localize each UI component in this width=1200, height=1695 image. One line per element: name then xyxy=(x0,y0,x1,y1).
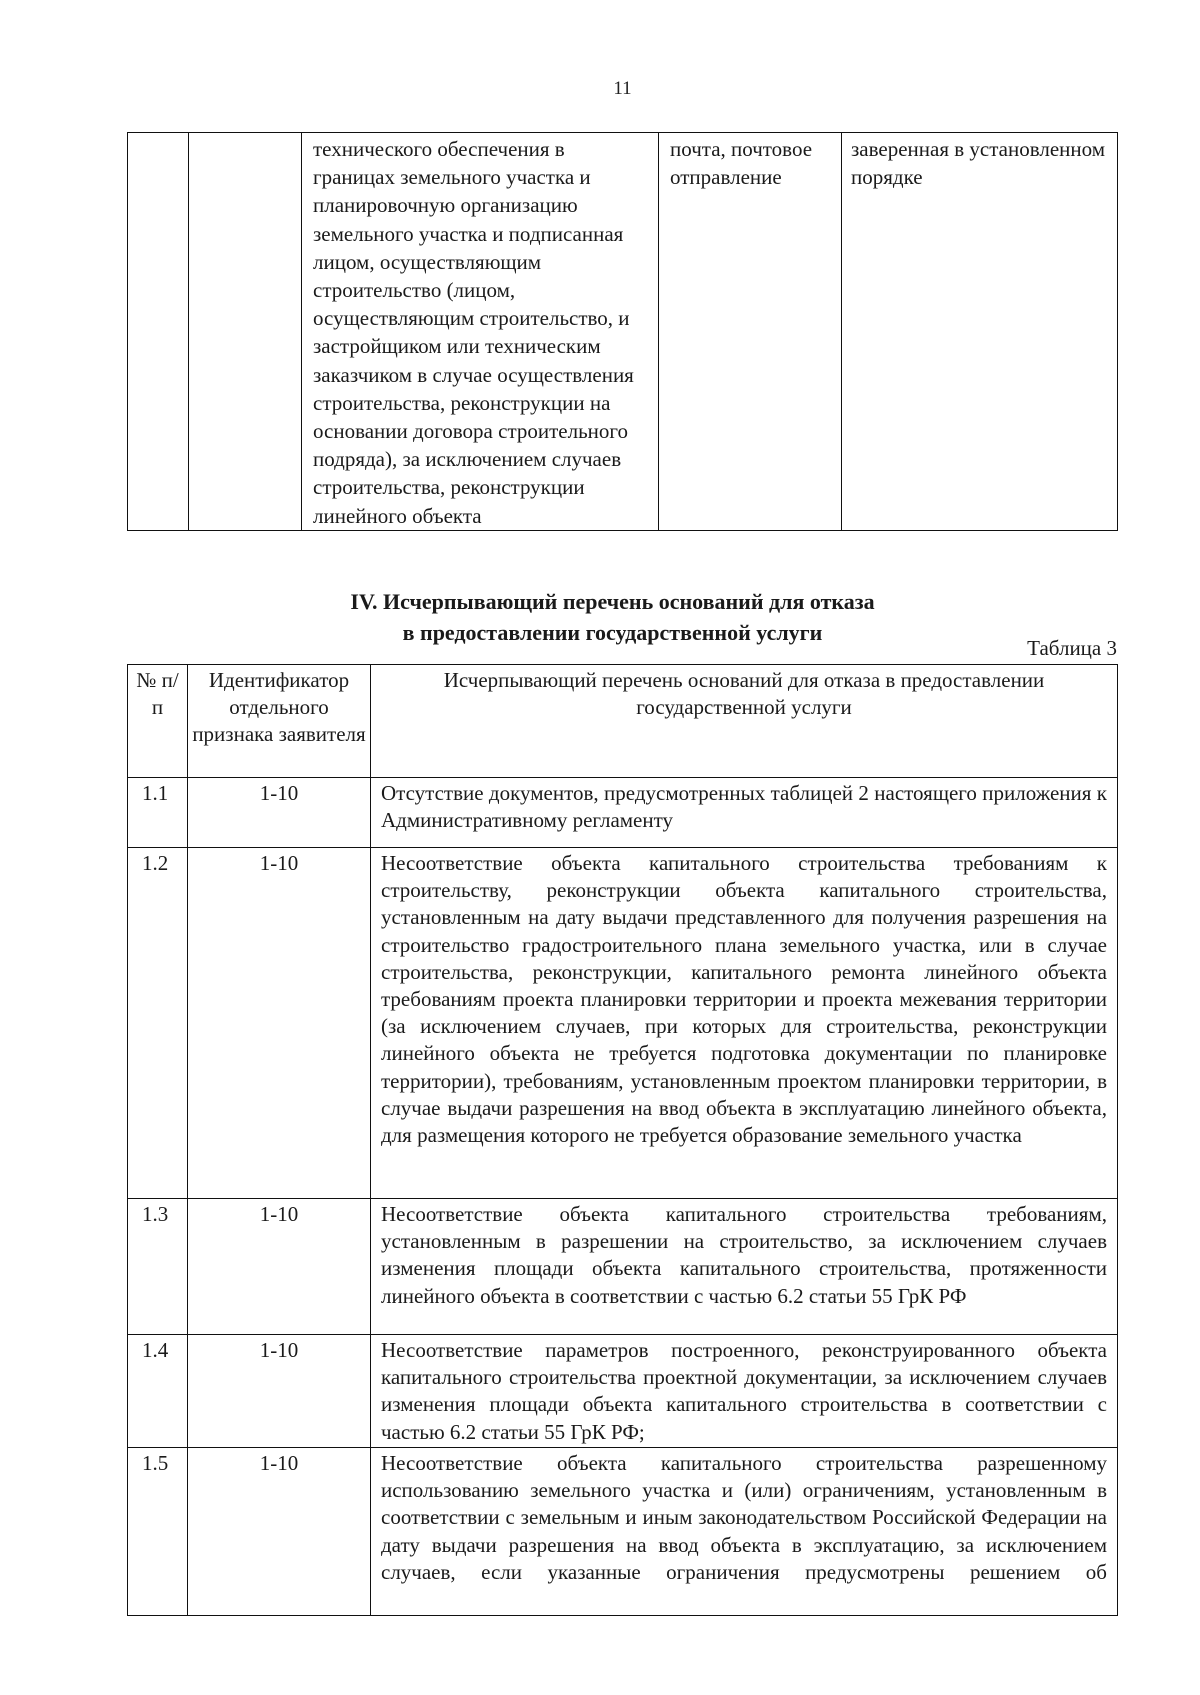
refusal-grounds-table xyxy=(127,664,1118,1616)
row-identifier: 1-10 xyxy=(188,1335,371,1448)
table-row xyxy=(128,1199,1118,1335)
row-grounds: Несоответствие объекта капитального строительства разрешенному использованию земельного участка и (или) ограничениям, установленным в соответствии с земельным и иным законодательством Российской Федерации на дату выдачи разрешения на ввод объекта в эксплуатацию, за исключением случаев, если указанные ограничения предусмотрены решением об xyxy=(371,1448,1118,1616)
header-num: № п/п xyxy=(128,665,188,778)
row-num: 1.1 xyxy=(128,778,188,848)
row-identifier: 1-10 xyxy=(188,848,371,1199)
row-num: 1.5 xyxy=(128,1448,188,1616)
row-num: 1.4 xyxy=(128,1335,188,1448)
row-grounds: Несоответствие параметров построенного, реконструированного объекта капитального строительства проектной документации, за исключением случаев изменения площади объекта капитального строительства в соответствии с частью 6.2 статьи 55 ГрК РФ; xyxy=(371,1335,1118,1448)
header-grounds: Исчерпывающий перечень оснований для отказа в предоставлении государственной услуги xyxy=(371,665,1118,778)
row-num: 1.2 xyxy=(128,848,188,1199)
table-row xyxy=(128,778,1118,848)
page-number: 11 xyxy=(613,78,632,99)
continued-documents-table xyxy=(127,132,1118,531)
section-heading-line-1: IV. Исчерпывающий перечень оснований для отказа xyxy=(350,589,875,614)
row-grounds: Несоответствие объекта капитального строительства требованиям, установленным в разрешении на строительство, за исключением случаев изменения площади объекта капитального строительства, протяженности линейного объекта в соответствии с частью 6.2 статьи 55 ГрК РФ xyxy=(371,1199,1118,1335)
row-identifier: 1-10 xyxy=(188,1448,371,1616)
section-heading xyxy=(0,586,1200,648)
row-identifier: 1-10 xyxy=(188,778,371,848)
row-grounds: Отсутствие документов, предусмотренных таблицей 2 настоящего приложения к Административному регламенту xyxy=(371,778,1118,848)
table-row xyxy=(128,1335,1118,1448)
document-form-cell: заверенная в установленном порядке xyxy=(842,133,1118,531)
submission-method-cell: почта, почтовое отправление xyxy=(659,133,842,531)
row-grounds: Несоответствие объекта капитального строительства требованиям к строительству, реконструкции объекта капитального строительства, установленным на дату выдачи представленного для получения разрешения на строительство градостроительного плана земельного участка, или в случае строительства, реконструкции, капитального ремонта линейного объекта требованиям проекта планировки территории и проекта межевания территории (за исключением случаев, при которых для строительства, реконструкции линейного объекта не требуется подготовка документации по планировке территории), требованиям, установленным проектом планировки территории, в случае выдачи разрешения на ввод объекта в эксплуатацию линейного объекта, для размещения которого не требуется образование земельного участка xyxy=(371,848,1118,1199)
empty-num-cell xyxy=(128,133,189,531)
header-identifier: Идентификатор отдельного признака заявителя xyxy=(188,665,371,778)
table-row xyxy=(128,848,1118,1199)
table-header-row xyxy=(128,665,1118,778)
row-num: 1.3 xyxy=(128,1199,188,1335)
section-heading-line-2: в предоставлении государственной услуги xyxy=(402,620,823,645)
document-description-cell: технического обеспечения в границах земельного участка и планировочную организацию земельного участка и подписанная лицом, осуществляющим строительство (лицом, осуществляющим строительство, и застройщиком или техническим заказчиком в случае осуществления строительства, реконструкции на основании договора строительного подряда), за исключением случаев строительства, реконструкции линейного объекта xyxy=(302,133,659,531)
row-identifier: 1-10 xyxy=(188,1199,371,1335)
table-row xyxy=(128,133,1118,531)
empty-id-cell xyxy=(189,133,302,531)
table-caption: Таблица 3 xyxy=(1027,636,1117,660)
table-row xyxy=(128,1448,1118,1616)
